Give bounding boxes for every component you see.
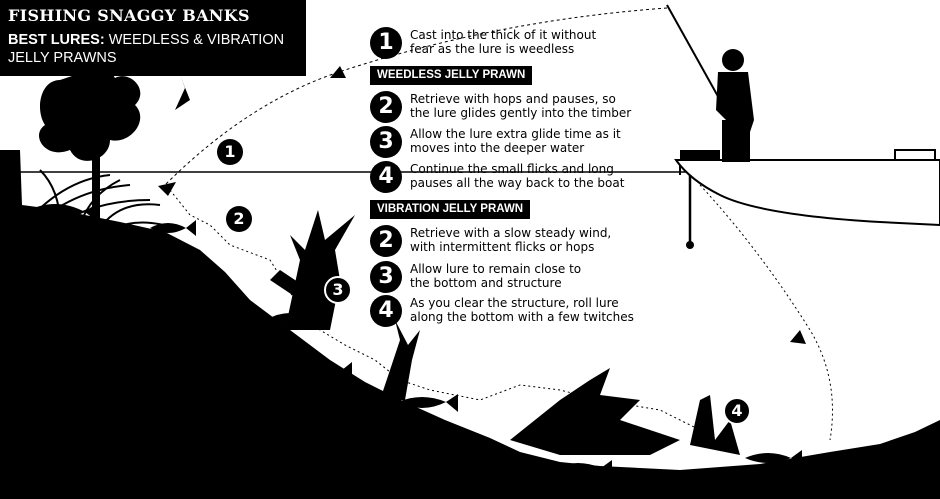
title-box <box>0 0 306 76</box>
section-header-vibration: VIBRATION JELLY PRAWN <box>370 200 530 219</box>
step-text <box>410 28 710 56</box>
step-line: Retrieve with a slow steady wind, <box>410 226 612 240</box>
step-number: 2 <box>370 91 402 123</box>
step-line: fear as the lure is weedless <box>410 42 575 56</box>
step-line: the lure glides gently into the timber <box>410 106 632 120</box>
angler-icon <box>716 49 754 162</box>
step-text <box>410 226 710 254</box>
step-text <box>410 92 710 120</box>
map-marker-3: 3 <box>324 276 352 304</box>
map-marker-2: 2 <box>226 206 252 232</box>
step-text <box>410 262 710 290</box>
line-to-boat <box>700 185 833 440</box>
step-text <box>410 296 710 324</box>
lures-label: BEST LURES: <box>8 32 105 48</box>
step-line: along the bottom with a few twitches <box>410 310 634 324</box>
step-line: Continue the small flicks and long <box>410 162 614 176</box>
section-header-weedless: WEEDLESS JELLY PRAWN <box>370 66 532 85</box>
step-number: 2 <box>370 225 402 257</box>
step-line: As you clear the structure, roll lure <box>410 296 619 310</box>
map-marker-4: 4 <box>723 397 751 425</box>
step-line: with intermittent flicks or hops <box>410 240 595 254</box>
step-line: Allow lure to remain close to <box>410 262 582 276</box>
lures-text: WEEDLESS & VIBRATION JELLY PRAWNS <box>8 32 285 66</box>
step-number: 3 <box>370 126 402 158</box>
lures-subtitle <box>8 31 304 67</box>
cast-arrow-icon <box>330 66 346 78</box>
step-number: 4 <box>370 161 402 193</box>
step-line: the bottom and structure <box>410 276 562 290</box>
step-text <box>410 127 710 155</box>
map-marker-1: 1 <box>217 139 243 165</box>
step-number: 1 <box>370 27 402 59</box>
boat-icon <box>676 150 940 249</box>
step-line: moves into the deeper water <box>410 141 585 155</box>
step-line: pauses all the way back to the boat <box>410 176 625 190</box>
tree-icon <box>39 65 190 220</box>
step-line: Allow the lure extra glide time as it <box>410 127 621 141</box>
step-line: Cast into the thick of it without <box>410 28 597 42</box>
step-number: 3 <box>370 261 402 293</box>
step-line: Retrieve with hops and pauses, so <box>410 92 616 106</box>
retrieve-arrow-icon <box>790 330 806 344</box>
step-number: 4 <box>370 295 402 327</box>
step-text <box>410 162 710 190</box>
page-title: FISHING SNAGGY BANKS <box>8 6 250 25</box>
